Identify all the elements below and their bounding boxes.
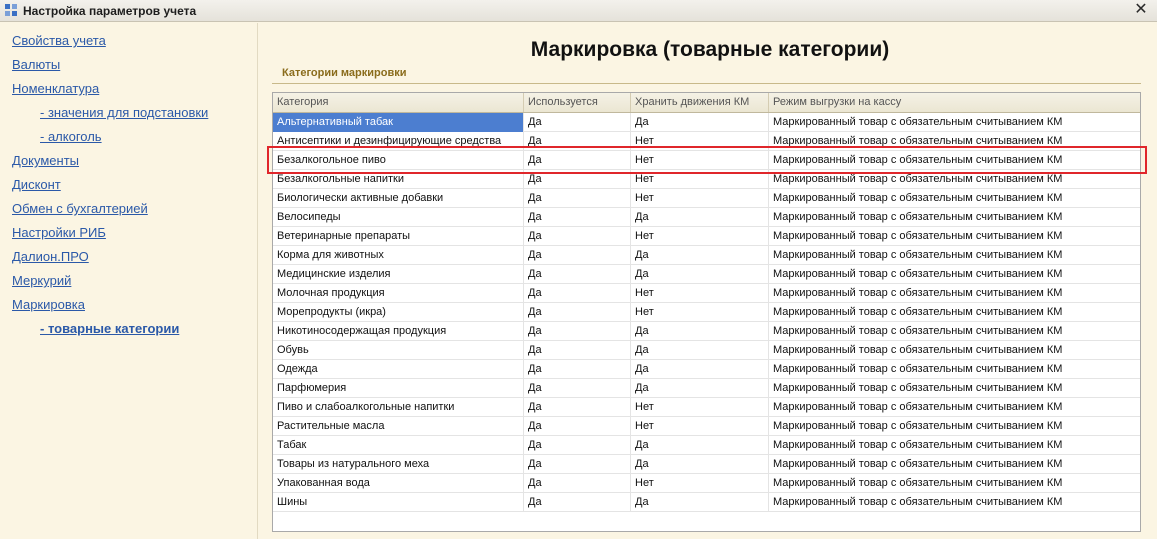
cell-category[interactable]: Товары из натурального меха [273,455,524,474]
cell-category[interactable]: Велосипеды [273,208,524,227]
cell-category[interactable]: Пиво и слабоалкогольные напитки [273,398,524,417]
table-row[interactable] [273,379,1140,398]
cell-store-km[interactable]: Да [631,436,769,455]
table-row[interactable] [273,227,1140,246]
cell-used[interactable]: Да [524,265,631,284]
table-row[interactable] [273,436,1140,455]
table-row[interactable] [273,132,1140,151]
cell-used[interactable]: Да [524,303,631,322]
column-header-store-km[interactable]: Хранить движения КМ [631,93,769,112]
table-row[interactable] [273,284,1140,303]
window-title: Настройка параметров учета [23,4,197,18]
cell-export-mode[interactable]: Маркированный товар с обязательным считыванием КМ [773,287,1063,299]
sidebar-item[interactable]: Валюты [12,57,61,72]
cell-export-mode[interactable]: Маркированный товар с обязательным считыванием КМ [773,458,1063,470]
cell-used[interactable]: Да [524,474,631,493]
table-row[interactable] [273,113,1140,132]
cell-export-mode[interactable]: Маркированный товар с обязательным считыванием КМ [773,211,1063,223]
table-row[interactable] [273,474,1140,493]
table-row[interactable] [273,208,1140,227]
sidebar-item[interactable]: Маркировка [12,297,85,312]
settings-sidebar [0,23,258,539]
sidebar-item[interactable]: Меркурий [12,273,72,288]
cell-category[interactable]: Обувь [273,341,524,360]
cell-store-km[interactable]: Нет [631,132,769,151]
cell-export-mode[interactable]: Маркированный товар с обязательным считыванием КМ [773,249,1063,261]
cell-used[interactable]: Да [524,151,631,170]
cell-used[interactable]: Да [524,436,631,455]
cell-category[interactable]: Молочная продукция [273,284,524,303]
cell-export-mode[interactable]: Маркированный товар с обязательным считыванием КМ [773,268,1063,280]
table-row[interactable] [273,170,1140,189]
cell-used[interactable]: Да [524,132,631,151]
cell-category[interactable]: Растительные масла [273,417,524,436]
cell-export-mode[interactable]: Маркированный товар с обязательным считыванием КМ [773,401,1063,413]
cell-category[interactable]: Безалкогольное пиво [273,151,524,170]
cell-export-mode[interactable]: Маркированный товар с обязательным считыванием КМ [773,477,1063,489]
cell-store-km[interactable]: Да [631,455,769,474]
cell-store-km[interactable]: Да [631,322,769,341]
cell-used[interactable]: Да [524,360,631,379]
cell-used[interactable]: Да [524,170,631,189]
cell-export-mode[interactable]: Маркированный товар с обязательным считыванием КМ [773,344,1063,356]
window-titlebar [0,0,1157,22]
cell-used[interactable]: Да [524,379,631,398]
cell-used[interactable]: Да [524,246,631,265]
cell-store-km[interactable]: Нет [631,417,769,436]
table-row[interactable] [273,417,1140,436]
table-row[interactable] [273,322,1140,341]
table-row[interactable] [273,189,1140,208]
sidebar-item[interactable]: - товарные категории [40,321,180,336]
table-header [273,93,1140,113]
cell-export-mode[interactable]: Маркированный товар с обязательным считыванием КМ [773,496,1063,508]
cell-category[interactable]: Шины [273,493,524,512]
table-row[interactable] [273,246,1140,265]
cell-export-mode[interactable]: Маркированный товар с обязательным считыванием КМ [773,439,1063,451]
cell-used[interactable]: Да [524,208,631,227]
cell-category[interactable]: Одежда [273,360,524,379]
sidebar-item[interactable]: Документы [12,153,80,168]
cell-category[interactable]: Никотиносодержащая продукция [273,322,524,341]
sidebar-item[interactable]: Свойства учета [12,33,106,48]
page-title: Маркировка (товарные категории) [530,38,890,61]
cell-used[interactable]: Да [524,189,631,208]
cell-export-mode[interactable]: Маркированный товар с обязательным считыванием КМ [773,325,1063,337]
cell-export-mode[interactable]: Маркированный товар с обязательным считыванием КМ [773,135,1063,147]
categories-table [272,92,1141,532]
cell-category[interactable]: Антисептики и дезинфицирующие средства [273,132,524,151]
table-row[interactable] [273,265,1140,284]
sidebar-item[interactable]: Обмен с бухгалтерией [12,201,148,216]
section-divider [272,83,1141,84]
sidebar-item[interactable]: Номенклатура [12,81,100,96]
app-grid-icon [5,4,17,16]
cell-export-mode[interactable]: Маркированный товар с обязательным считыванием КМ [773,116,1063,128]
cell-category[interactable]: Ветеринарные препараты [273,227,524,246]
cell-used[interactable]: Да [524,341,631,360]
cell-used[interactable]: Да [524,493,631,512]
cell-used[interactable]: Да [524,417,631,436]
cell-store-km[interactable]: Нет [631,227,769,246]
cell-used[interactable]: Да [524,322,631,341]
sidebar-item[interactable]: Дисконт [12,177,61,192]
cell-store-km[interactable]: Да [631,360,769,379]
cell-export-mode[interactable]: Маркированный товар с обязательным считыванием КМ [773,192,1063,204]
cell-store-km[interactable]: Да [631,265,769,284]
table-row[interactable] [273,455,1140,474]
cell-category[interactable]: Биологически активные добавки [273,189,524,208]
cell-used[interactable]: Да [524,455,631,474]
column-header-export-mode[interactable]: Режим выгрузки на кассу [773,96,902,108]
cell-store-km[interactable]: Нет [631,398,769,417]
cell-category[interactable]: Корма для животных [273,246,524,265]
table-row[interactable] [273,398,1140,417]
cell-export-mode[interactable]: Маркированный товар с обязательным считыванием КМ [773,230,1063,242]
table-row[interactable] [273,303,1140,322]
cell-category[interactable]: Упакованная вода [273,474,524,493]
cell-export-mode[interactable]: Маркированный товар с обязательным считыванием КМ [773,363,1063,375]
table-row[interactable] [273,151,1140,170]
cell-used[interactable]: Да [524,284,631,303]
cell-store-km[interactable]: Нет [631,189,769,208]
cell-export-mode[interactable]: Маркированный товар с обязательным считыванием КМ [773,154,1063,166]
table-row[interactable] [273,493,1140,512]
cell-store-km[interactable]: Нет [631,284,769,303]
sidebar-item[interactable]: - алкоголь [40,129,102,144]
cell-store-km[interactable]: Нет [631,170,769,189]
sidebar-item[interactable]: - значения для подстановки [40,105,209,120]
cell-category[interactable]: Медицинские изделия [273,265,524,284]
cell-export-mode[interactable]: Маркированный товар с обязательным считыванием КМ [773,420,1063,432]
cell-store-km[interactable]: Да [631,379,769,398]
cell-category[interactable]: Безалкогольные напитки [273,170,524,189]
cell-category[interactable]: Парфюмерия [273,379,524,398]
sidebar-item[interactable]: Далион.ПРО [12,249,89,264]
cell-store-km[interactable]: Да [631,341,769,360]
cell-store-km[interactable]: Нет [631,151,769,170]
close-icon[interactable]: ✕ [1134,1,1148,18]
cell-category[interactable]: Альтернативный табак [273,113,524,132]
cell-used[interactable]: Да [524,398,631,417]
section-title: Категории маркировки [282,67,407,79]
cell-store-km[interactable]: Да [631,113,769,132]
cell-used[interactable]: Да [524,227,631,246]
cell-used[interactable]: Да [524,113,631,132]
table-row[interactable] [273,341,1140,360]
column-header-category[interactable]: Категория [273,93,524,112]
cell-store-km[interactable]: Да [631,208,769,227]
cell-store-km[interactable]: Да [631,246,769,265]
table-row[interactable] [273,360,1140,379]
cell-export-mode[interactable]: Маркированный товар с обязательным считыванием КМ [773,173,1063,185]
cell-store-km[interactable]: Да [631,493,769,512]
cell-store-km[interactable]: Нет [631,474,769,493]
cell-category[interactable]: Морепродукты (икра) [273,303,524,322]
cell-export-mode[interactable]: Маркированный товар с обязательным считыванием КМ [773,382,1063,394]
sidebar-item[interactable]: Настройки РИБ [12,225,106,240]
cell-store-km[interactable]: Нет [631,303,769,322]
cell-export-mode[interactable]: Маркированный товар с обязательным считыванием КМ [773,306,1063,318]
column-header-used[interactable]: Используется [524,93,631,112]
cell-category[interactable]: Табак [273,436,524,455]
